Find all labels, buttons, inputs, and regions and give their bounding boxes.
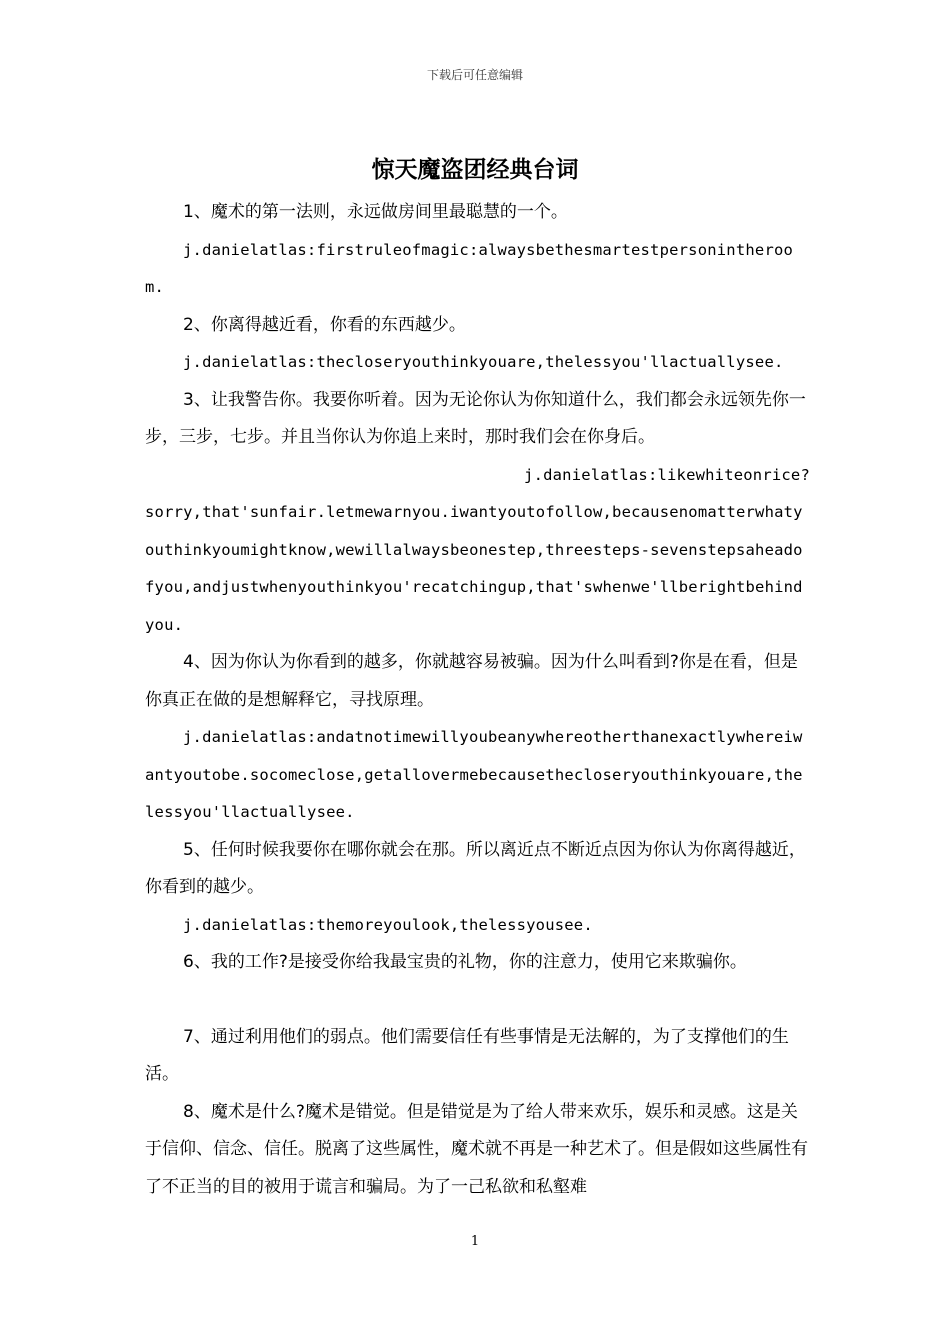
header-note: 下载后可任意编辑 — [426, 68, 523, 82]
quote-3-english-continued: sorry,that'sunfair.letmewarnyou.iwantyoutofollow,becausenomatterwhatyouthinkyoumightknow,wewillalwaysbeonestep,threesteps-sevenstepsaheadofyou,andjustwhenyouthinkyou'recatchingup,that'swhenwe'llberightbehindyou. — [145, 503, 803, 634]
quote-1-chinese: 1、魔术的第一法则，永远做房间里最聪慧的一个。 — [183, 202, 568, 222]
document-body — [145, 194, 810, 1206]
paragraph-gap — [145, 982, 810, 1019]
page-number: 1 — [470, 1234, 480, 1249]
quote-3-chinese: 3、让我警告你。我要你听着。因为无论你认为你知道什么，我们都会永远领先你一步，三步，七步。并且当你认为你追上来时，那时我们会在你身后。 — [145, 389, 806, 447]
quote-5-chinese: 5、任何时候我要你在哪你就会在那。所以离近点不断近点因为你认为你离得越近，你看到的越少。 — [145, 839, 806, 897]
document-title: 惊天魔盗团经典台词 — [371, 157, 579, 183]
quote-7-chinese: 7、通过利用他们的弱点。他们需要信任有些事情是无法解的，为了支撑他们的生活。 — [145, 1026, 789, 1084]
quote-2-chinese: 2、你离得越近看，你看的东西越少。 — [183, 314, 466, 335]
quote-8-chinese: 8、魔术是什么?魔术是错觉。但是错觉是为了给人带来欢乐，娱乐和灵感。这是关于信仰、信念、信任。脱离了这些属性，魔术就不再是一种艺术了。但是假如这些属性有了不正当的目的被用于谎言和骗局。为了一己私欲和私壑难 — [145, 1101, 808, 1197]
quote-6-chinese: 6、我的工作?是接受你给我最宝贵的礼物，你的注意力，使用它来欺骗你。 — [183, 952, 747, 972]
quote-4-english: j.danielatlas:andatnotimewillyoubeanywhereotherthanexactlywhereiwantyoutobe.socomeclose,getallovermebecausethecloseryouthinkyouare,thelessyou'llactuallysee. — [145, 728, 803, 821]
quote-2-english: j.danielatlas:thecloseryouthinkyouare,thelessyou'llactuallysee. — [183, 353, 784, 371]
quote-4-chinese: 4、因为你认为你看到的越多，你就越容易被骗。因为什么叫看到?你是在看，但是你真正在做的是想解释它，寻找原理。 — [145, 652, 798, 710]
quote-1-english: j.danielatlas:firstruleofmagic:alwaysbethesmartestpersonintheroom. — [145, 240, 794, 296]
quote-5-english: j.danielatlas:themoreyoulook,thelessyousee. — [183, 915, 593, 934]
quote-3-english-start: j.danielatlas:likewhiteonrice? — [524, 465, 810, 484]
